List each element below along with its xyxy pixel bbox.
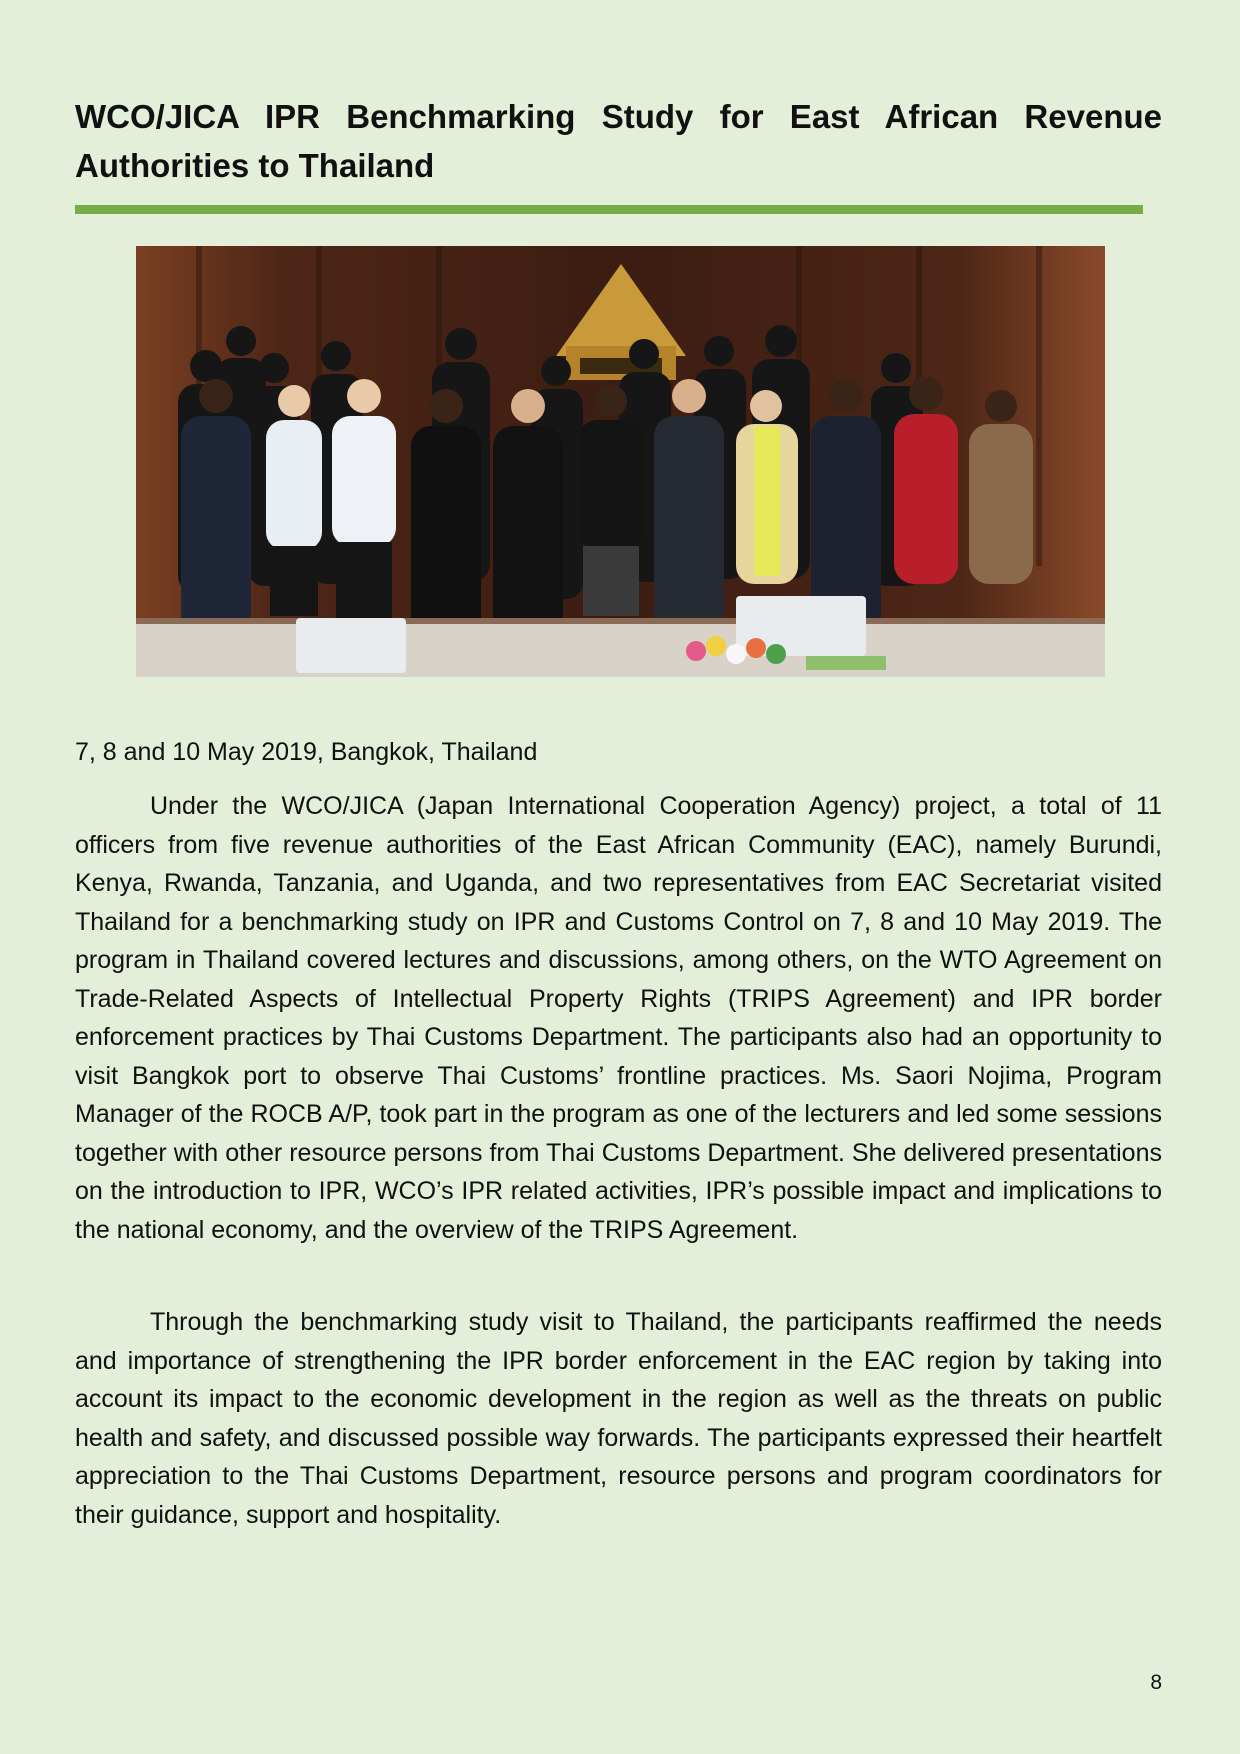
group-photo-icon: [136, 246, 1105, 677]
group-photo: [136, 246, 1105, 677]
body-paragraph-2: Through the benchmarking study visit to Thailand, the participants reaffirmed the needs and importance of strengthening the IPR border enforcement in the EAC region by taking into account its impact to the economic development in the region as well as the threats on public health and safety, and discussed possible way forwards. The participants expressed their heartfelt appreciation to the Thai Customs Department, resource persons and program coordinators for their guidance, support and hospitality.: [75, 1308, 1162, 1529]
event-date-location: 7, 8 and 10 May 2019, Bangkok, Thailand: [75, 738, 538, 766]
page-title: WCO/JICA IPR Benchmarking Study for East African Revenue Authorities to Thailand: [75, 98, 1162, 184]
body-paragraph-1: Under the WCO/JICA (Japan International Cooperation Agency) project, a total of 11 officers from five revenue authorities of the East African Community (EAC), namely Burundi, Kenya, Rwanda, Tanzania, and Uganda, and two representatives from EAC Secretariat visited Thailand for a benchmarking study on IPR and Customs Control on 7, 8 and 10 May 2019. The program in Thailand covered lectures and discussions, among others, on the WTO Agreement on Trade-Related Aspects of Intellectual Property Rights (TRIPS Agreement) and IPR border enforcement practices by Thai Customs Department. The participants also had an opportunity to visit Bangkok port to observe Thai Customs’ frontline practices. Ms. Saori Nojima, Program Manager of the ROCB A/P, took part in the program as one of the lecturers and led some sessions together with other resource persons from Thai Customs Department. She delivered presentations on the introduction to IPR, WCO’s IPR related activities, IPR’s possible impact and implications to the national economy, and the overview of the TRIPS Agreement.: [75, 792, 1162, 1244]
title-divider: [75, 205, 1143, 214]
page-number: 8: [1150, 1671, 1162, 1694]
